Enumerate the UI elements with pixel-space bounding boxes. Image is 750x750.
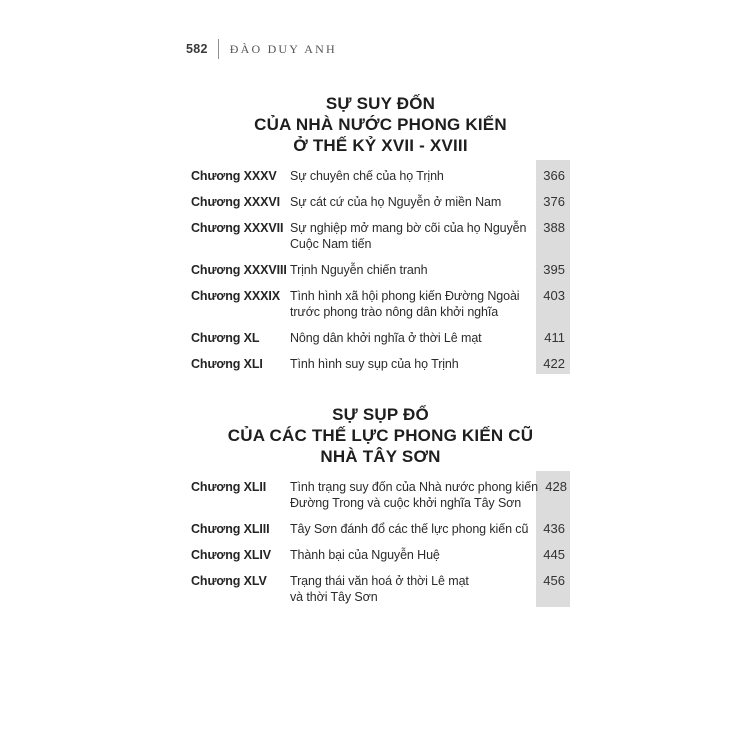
chapter-title <box>290 547 536 563</box>
section-title-line: SỰ SUY ĐỐN <box>325 94 436 113</box>
chapter-label: Chương XLI <box>191 357 263 371</box>
chapter-page-number: 445 <box>543 547 565 562</box>
chapter-row <box>191 168 570 184</box>
chapter-title-line: và thời Tây Sơn <box>290 590 378 604</box>
toc-section <box>191 93 570 372</box>
chapter-title <box>290 262 536 278</box>
chapter-title <box>290 168 536 184</box>
chapter-title <box>290 573 536 605</box>
chapter-page-number: 376 <box>543 194 565 209</box>
chapter-label: Chương XXXVII <box>191 221 284 235</box>
chapter-row <box>191 547 570 563</box>
chapter-row <box>191 262 570 278</box>
chapter-title-line: Trịnh Nguyễn chiến tranh <box>290 263 428 277</box>
chapter-title-line: trước phong trào nông dân khởi nghĩa <box>290 305 499 319</box>
chapter-list <box>191 168 570 372</box>
chapter-title <box>290 330 536 346</box>
chapter-row <box>191 479 570 511</box>
chapter-row <box>191 288 570 320</box>
chapter-row <box>191 521 570 537</box>
chapter-title-line: Cuộc Nam tiến <box>290 237 372 251</box>
chapter-label: Chương XXXVIII <box>191 263 287 277</box>
chapter-title-line: Đường Trong và cuộc khởi nghĩa Tây Sơn <box>290 496 522 510</box>
chapter-label: Chương XLII <box>191 480 267 494</box>
chapter-title-line: Tình trạng suy đốn của Nhà nước phong kiến <box>290 480 538 494</box>
chapter-label: Chương XLIII <box>191 522 270 536</box>
chapter-row <box>191 573 570 605</box>
chapter-title <box>290 521 536 537</box>
chapter-title-line: Nông dân khởi nghĩa ở thời Lê mạt <box>290 331 482 345</box>
table-of-contents <box>191 93 570 637</box>
chapter-label: Chương XLIV <box>191 548 272 562</box>
section-title-line: Ở THẾ KỶ XVII - XVIII <box>293 136 468 155</box>
section-title-line: NHÀ TÂY SƠN <box>320 447 441 466</box>
chapter-label: Chương XXXIX <box>191 289 280 303</box>
section-title <box>191 404 570 467</box>
chapter-title-line: Thành bại của Nguyễn Huệ <box>290 548 440 562</box>
chapter-title <box>290 288 536 320</box>
chapter-page-number: 388 <box>543 220 565 235</box>
chapter-title <box>290 356 536 372</box>
chapter-page-number: 366 <box>543 168 565 183</box>
chapter-row <box>191 330 570 346</box>
chapter-label: Chương XLV <box>191 574 267 588</box>
header-author: ĐÀO DUY ANH <box>229 41 337 56</box>
chapter-row <box>191 220 570 252</box>
chapter-title-line: Sự cát cứ của họ Nguyễn ở miền Nam <box>290 195 502 209</box>
chapter-title-line: Trạng thái văn hoá ở thời Lê mạt <box>290 574 469 588</box>
chapter-row <box>191 356 570 372</box>
section-title-line: SỰ SỤP ĐỔ <box>332 405 429 424</box>
chapter-page-number: 411 <box>544 330 565 345</box>
header-divider <box>218 39 219 59</box>
chapter-row <box>191 194 570 210</box>
chapter-title-line: Sự nghiệp mở mang bờ cõi của họ Nguyễn <box>290 221 527 235</box>
chapter-title-line: Tình hình xã hội phong kiến Đường Ngoài <box>290 289 520 303</box>
chapter-title-line: Tình hình suy sụp của họ Trịnh <box>290 357 459 371</box>
chapter-page-number: 436 <box>543 521 565 536</box>
chapter-page-number: 403 <box>543 288 565 303</box>
chapter-label: Chương XXXV <box>191 169 277 183</box>
chapter-title-line: Sự chuyên chế của họ Trịnh <box>290 169 444 183</box>
section-title <box>191 93 570 156</box>
chapter-page-number: 422 <box>543 356 565 371</box>
chapter-title <box>290 479 538 511</box>
chapter-title <box>290 220 536 252</box>
chapter-page-number: 395 <box>543 262 565 277</box>
toc-section <box>191 404 570 605</box>
chapter-label: Chương XL <box>191 331 260 345</box>
chapter-page-number: 456 <box>543 573 565 588</box>
chapter-list <box>191 479 570 605</box>
section-title-line: CỦA NHÀ NƯỚC PHONG KIẾN <box>254 115 507 134</box>
chapter-title-line: Tây Sơn đánh đổ các thế lực phong kiến cũ <box>290 522 529 536</box>
header-page-number: 582 <box>186 42 208 56</box>
chapter-title <box>290 194 536 210</box>
chapter-page-number: 428 <box>545 479 567 494</box>
chapter-label: Chương XXXVI <box>191 195 280 209</box>
section-title-line: CỦA CÁC THẾ LỰC PHONG KIẾN CŨ <box>227 426 534 445</box>
page-header <box>186 38 337 60</box>
